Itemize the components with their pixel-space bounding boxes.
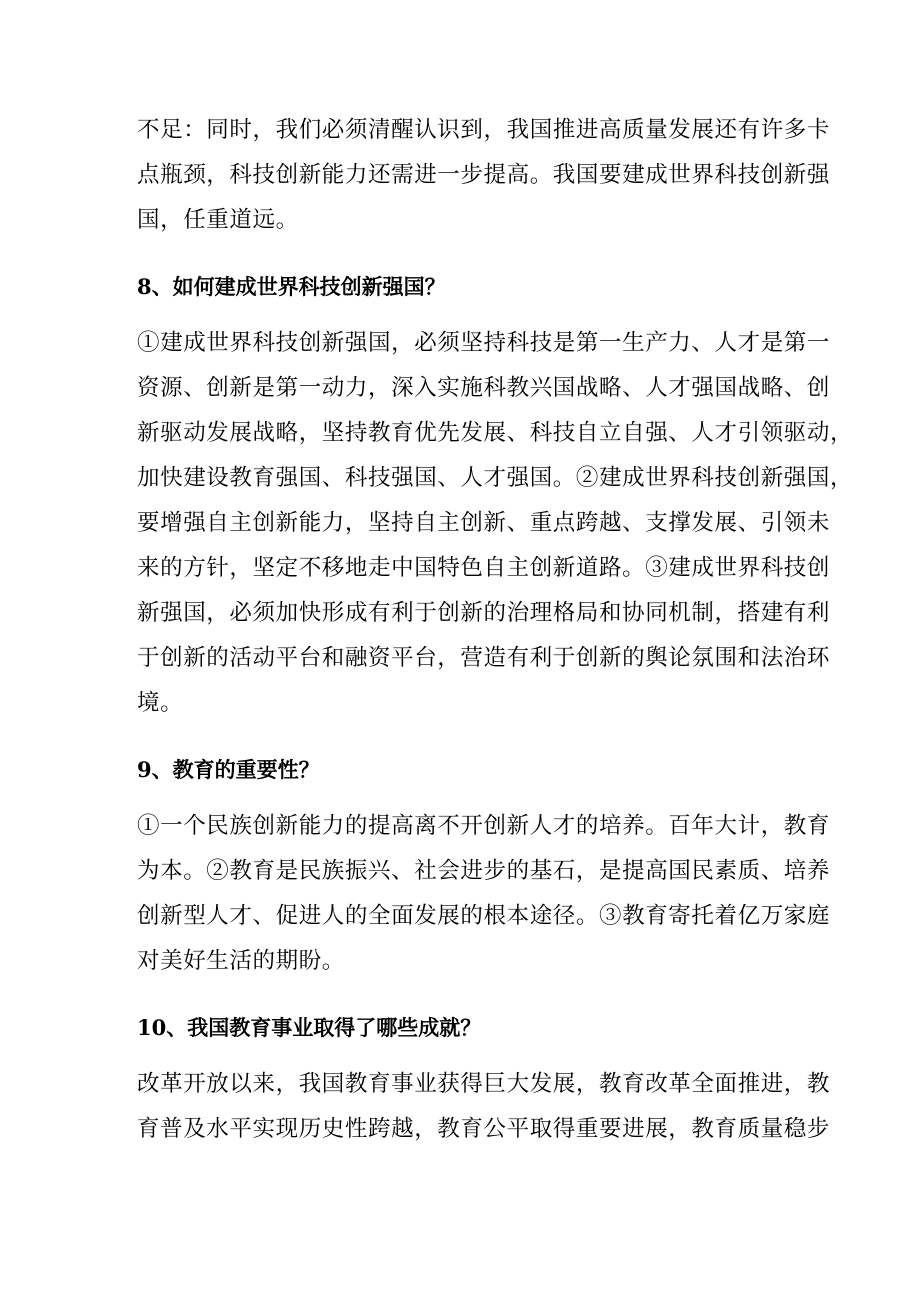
paragraph-intro	[137, 108, 831, 243]
text-line: 新驱动发展战略，坚持教育优先发展、科技自立自强、人才引领驱动，	[137, 420, 854, 446]
text-line: 境。	[137, 690, 184, 716]
text-line: ①建成世界科技创新强国，必须坚持科技是第一生产力、人才是第一	[137, 330, 831, 356]
paragraph-section-9	[137, 804, 831, 984]
text-line: 育普及水平实现历史性跨越，教育公平取得重要进展，教育质量稳步	[137, 1116, 831, 1142]
paragraph-section-10	[137, 1062, 831, 1152]
text-line: 要增强自主创新能力，坚持自主创新、重点跨越、支撑发展、引领未	[137, 510, 831, 536]
text-line: 创新型人才、促进人的全面发展的根本途径。③教育寄托着亿万家庭	[137, 903, 831, 929]
text-line: 点瓶颈，科技创新能力还需进一步提高。我国要建成世界科技创新强	[137, 162, 831, 188]
text-line: 来的方针，坚定不移地走中国特色自主创新道路。③建成世界科技创	[137, 555, 831, 581]
text-line: 新强国，必须加快形成有利于创新的治理格局和协同机制，搭建有利	[137, 600, 831, 626]
section-heading-9: 9、教育的重要性？	[137, 757, 320, 782]
text-line: 加快建设教育强国、科技强国、人才强国。②建成世界科技创新强国，	[137, 465, 854, 491]
section-heading-10: 10、我国教育事业取得了哪些成就？	[137, 1015, 482, 1040]
text-line: 改革开放以来，我国教育事业获得巨大发展，教育改革全面推进，教	[137, 1071, 831, 1097]
text-line: 国，任重道远。	[137, 207, 299, 233]
text-line: 不足：同时，我们必须清醒认识到，我国推进高质量发展还有许多卡	[137, 117, 831, 143]
document-page	[137, 108, 854, 1152]
text-line: 资源、创新是第一动力，深入实施科教兴国战略、人才强国战略、创	[137, 375, 831, 401]
text-line: 为本。②教育是民族振兴、社会进步的基石，是提高国民素质、培养	[137, 858, 831, 884]
text-line: 于创新的活动平台和融资平台，营造有利于创新的舆论氛围和法治环	[137, 645, 831, 671]
text-line: ①一个民族创新能力的提高离不开创新人才的培养。百年大计，教育	[137, 813, 831, 839]
paragraph-section-8	[137, 321, 854, 726]
section-heading-8: 8、如何建成世界科技创新强国？	[137, 274, 446, 299]
text-line: 对美好生活的期盼。	[137, 948, 345, 974]
